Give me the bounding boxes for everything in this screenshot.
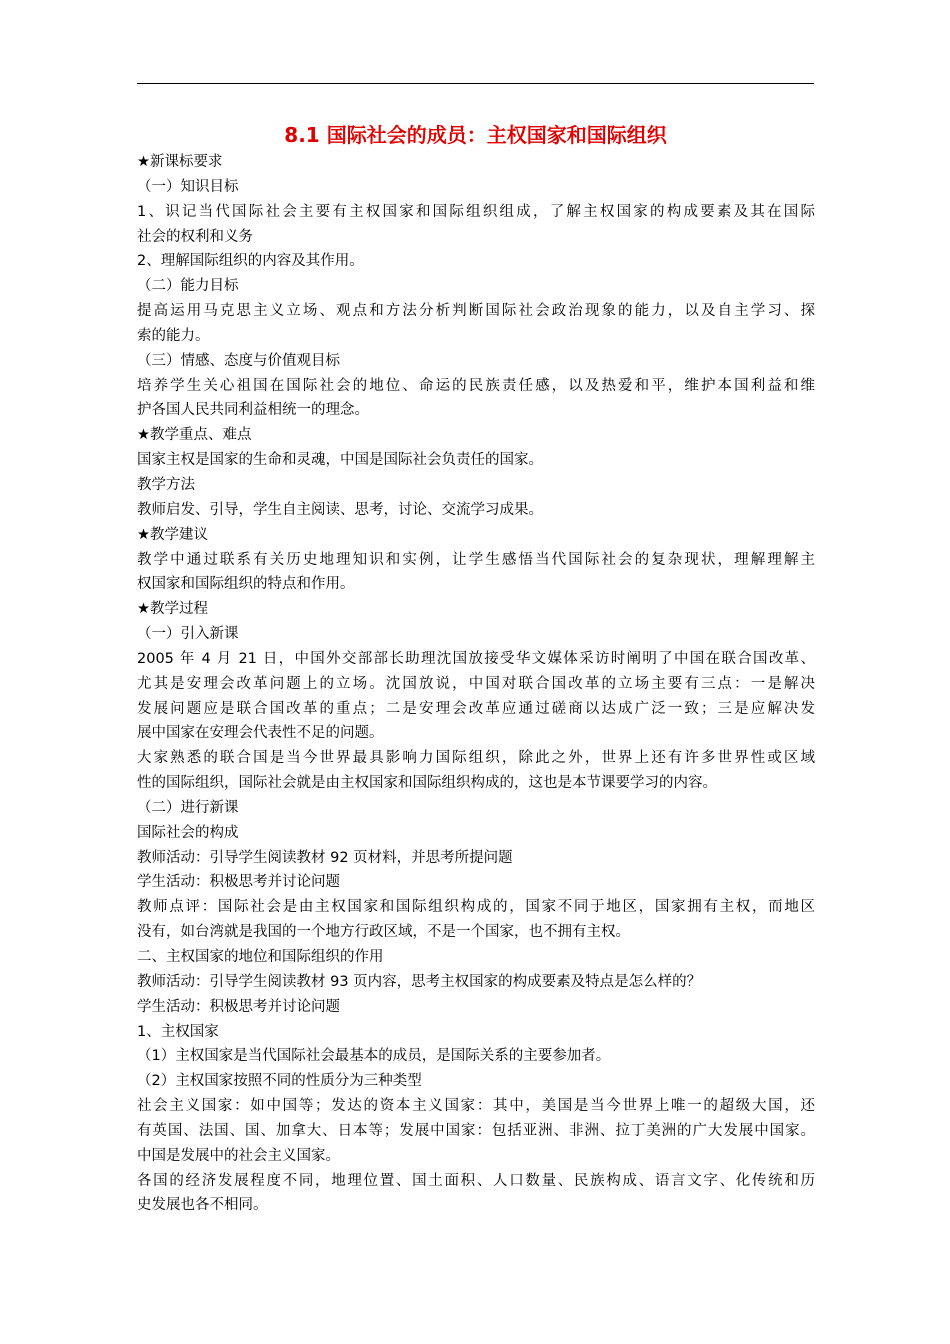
text-line: 中国是发展中的社会主义国家。 [137,1147,340,1164]
text-line: 没有，如台湾就是我国的一个地方行政区域，不是一个国家，也不拥有主权。 [137,924,630,941]
text-line: ★教学重点、难点 [137,427,252,444]
text-line: 教师点评：国际社会是由主权国家和国际组织构成的，国家不同于地区，国家拥有主权，而地区 [137,899,815,916]
text-line: 社会主义国家：如中国等；发达的资本主义国家：其中，美国是当今世界上唯一的超级大国，还 [137,1098,815,1115]
text-line: 尤其是安理会改革问题上的立场。沈国放说，中国对联合国改革的立场主要有三点：一是解决 [137,675,815,692]
text-line: 发展问题应是联合国改革的重点；二是安理会改革应通过磋商以达成广泛一致；三是应解决发 [137,700,815,717]
text-line: （二）能力目标 [137,278,239,295]
text-line: （一）引入新课 [137,626,239,643]
text-line: 提高运用马克思主义立场、观点和方法分析判断国际社会政治现象的能力，以及自主学习、探 [137,303,815,320]
text-line: 史发展也各不相同。 [137,1197,268,1214]
text-line: ★教学过程 [137,601,208,618]
text-line: 展中国家在安理会代表性不足的问题。 [137,725,384,742]
text-line: ★新课标要求 [137,154,223,170]
header-rule [137,83,814,84]
text-line: 2005 年 4 月 21 日，中国外交部部长助理沈国放接受华文媒体采访时阐明了中国在联合国改革、 [137,650,815,667]
text-line: 1、主权国家 [137,1023,219,1040]
text-line: 有英国、法国、国、加拿大、日本等；发展中国家：包括亚洲、非洲、拉丁美洲的广大发展中国家。 [137,1122,815,1139]
text-line: 2、理解国际组织的内容及其作用。 [137,253,364,270]
text-line: 各国的经济发展程度不同，地理位置、国土面积、人口数量、民族构成、语言文字、化传统和历 [137,1172,815,1189]
text-line: （2）主权国家按照不同的性质分为三种类型 [137,1073,422,1090]
text-line: （一）知识目标 [137,178,239,195]
text-line: 教学方法 [137,476,195,493]
text-line: 性的国际组织，国际社会就是由主权国家和国际组织构成的，这也是本节课要学习的内容。 [137,775,717,792]
text-line: 教学中通过联系有关历史地理知识和实例，让学生感悟当代国际社会的复杂现状，理解理解主 [137,551,815,568]
text-line: 社会的权利和义务 [137,228,253,245]
text-line: 学生活动：积极思考并讨论问题 [137,874,340,891]
document-title: 8.1 国际社会的成员：主权国家和国际组织 [284,123,667,147]
text-line: 护各国人民共同利益相统一的理念。 [137,402,369,419]
text-line: （二）进行新课 [137,799,239,816]
text-line: 大家熟悉的联合国是当今世界最具影响力国际组织，除此之外，世界上还有许多世界性或区域 [137,750,815,767]
document-body [137,150,815,1218]
text-line: 权国家和国际组织的特点和作用。 [137,576,355,593]
text-line: 教师活动：引导学生阅读教材 92 页材料，并思考所提问题 [137,849,513,866]
text-line: 国家主权是国家的生命和灵魂，中国是国际社会负责任的国家。 [137,452,543,469]
text-line: （1）主权国家是当代国际社会最基本的成员，是国际关系的主要参加者。 [137,1048,611,1065]
text-line: 教师活动：引导学生阅读教材 93 页内容，思考主权国家的构成要素及特点是怎么样的？ [137,973,702,990]
text-line: 教师启发、引导，学生自主阅读、思考，讨论、交流学习成果。 [137,501,543,518]
text-line: 学生活动：积极思考并讨论问题 [137,998,340,1015]
text-line: 培养学生关心祖国在国际社会的地位、命运的民族责任感，以及热爱和平，维护本国利益和维 [137,377,815,394]
text-line: （三）情感、态度与价值观目标 [137,352,340,369]
text-line: 国际社会的构成 [137,824,239,841]
text-line: ★教学建议 [137,526,208,543]
text-line: 1、识记当代国际社会主要有主权国家和国际组织组成，了解主权国家的构成要素及其在国际 [137,203,815,220]
text-line: 二、主权国家的地位和国际组织的作用 [137,949,384,965]
text-line: 索的能力。 [137,327,210,344]
